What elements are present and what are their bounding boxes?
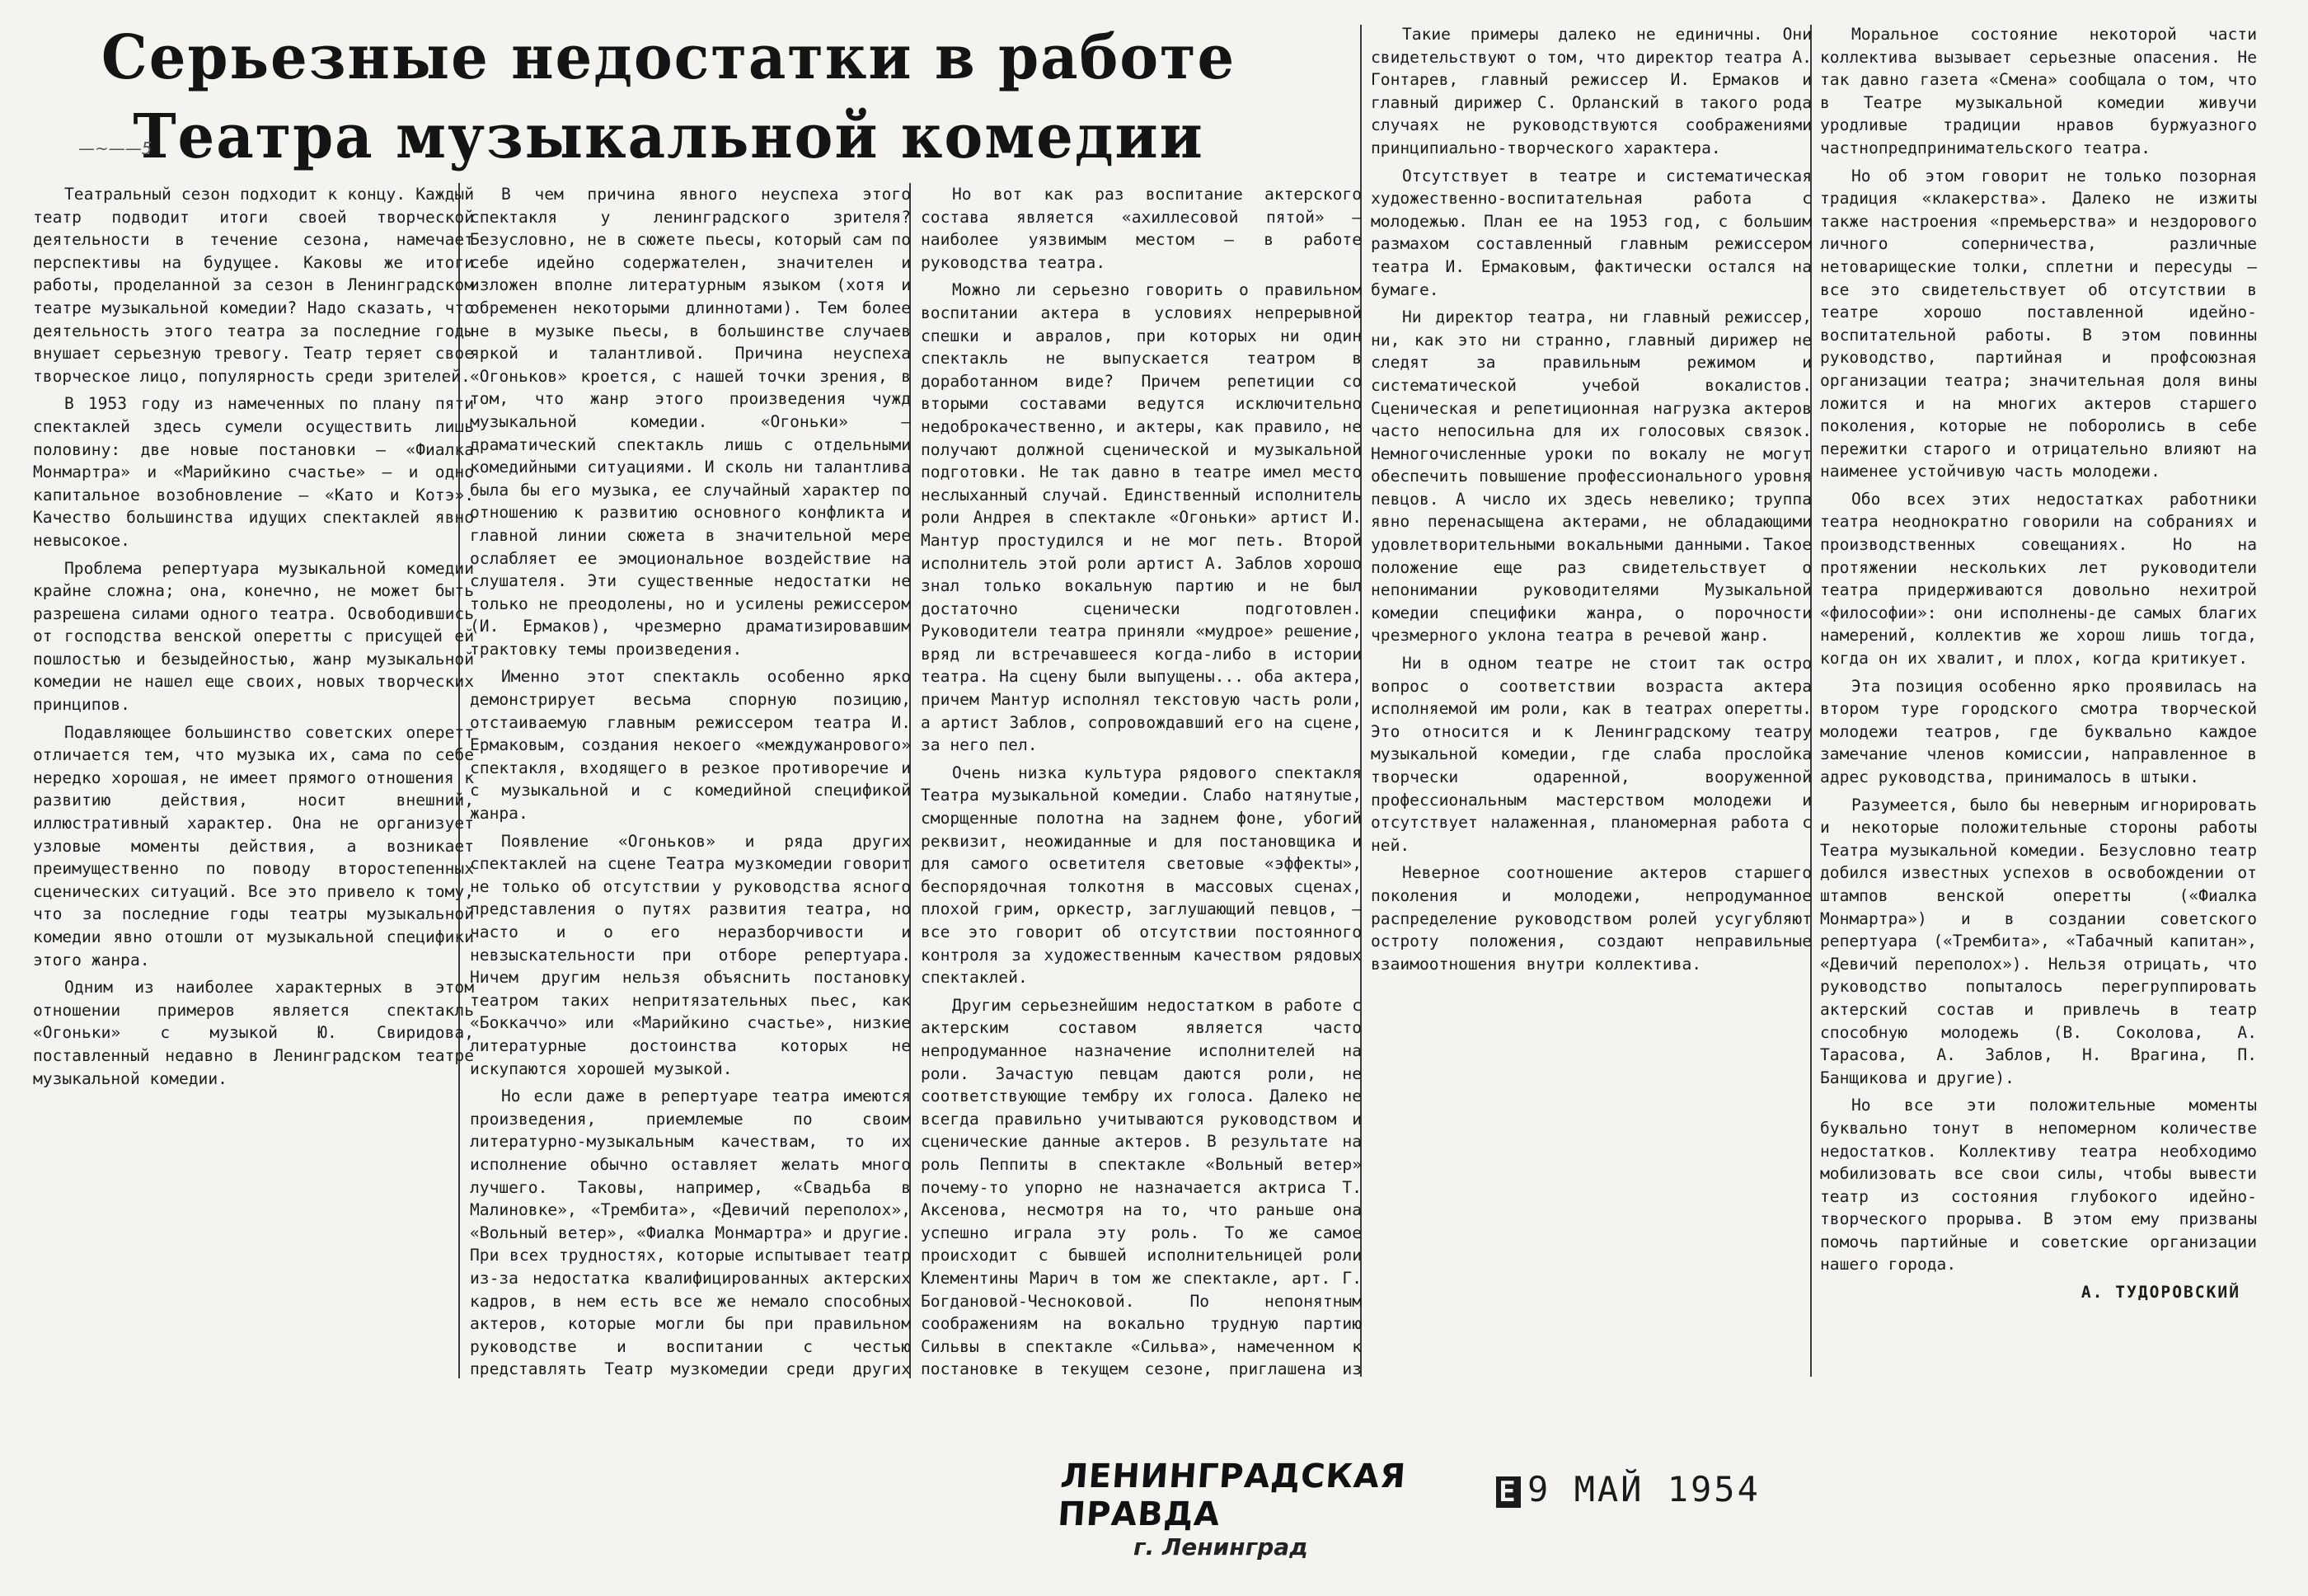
article-paragraph: Проблема репертуара музыкальной комедии крайне сложна; она, конечно, не может быть разрешена силами одного театра. Освободившись от господства венской оперетты с присущей ей пошлостью и безыдейностью, жанр музыкальной комедии не нашел еще своих, новых творческих принципов. [33, 558, 474, 715]
article-column-5 [1820, 23, 2257, 1383]
article-paragraph: Обо всех этих недостатках работники театра неоднократно говорили на собраниях и производственных совещаниях. Но на протяжении нескольких лет руководители театра придерживаются довольно нехитрой «философии»: они исполнены-де самых благих намерений, коллектив же хорош лишь тогда, когда он их хвалит, и плох, когда критикует. [1820, 489, 2257, 669]
article-paragraph: Подавляющее большинство советских оперетт отличается тем, что музыка их, сама по себе нередко хорошая, не имеет прямого отношения к развитию действия, носит внешний, иллюстративный характер. Она не организует узловые моменты действия, а возникает преимущественно по поводу второстепенных сценических ситуаций. Все это привело к тому, что за последние годы театры музыкальной комедии явно отошли от музыкальной специфики этого жанра. [33, 722, 474, 969]
article-paragraph: Эта позиция особенно ярко проявилась на втором туре городского смотра творческой молодежи театров, где буквально каждое замечание членов комиссии, направленное в адрес руководства, принималось в штыки. [1820, 676, 2257, 786]
article-paragraph: В чем причина явного неуспеха этого спектакля у ленинградского зрителя? Безусловно, не в сюжете пьесы, который сам по себе идейно содержателен, значителен и изложен вполне литературным языком (хотя и обременен некоторыми длиннотами). Тем более не в музыке пьесы, в большинстве случаев яркой и талантливой. Причина неуспеха «Огоньков» кроется, с нашей точки зрения, в том, что жанр этого произведения чужд музыкальной комедии. «Огоньки» — драматический спектакль лишь с отдельными комедийными ситуациями. И сколь ни талантлива была бы его музыка, ее случайный характер по отношению к развитию основного конфликта и главной линии сюжета в значительной мере ослабляет ее эмоциональное воздействие на слушателя. Эти существенные недостатки не только не преодолены, но и усилены режиссером (И. Ермаков), чрезмерно драматизировавшим трактовку темы произведения. [470, 185, 911, 659]
article-paragraph: Моральное состояние некоторой части коллектива вызывает серьезные опасения. Не так давно газета «Смена» сообщала о том, что в Театре музыкальной комедии живучи уродливые традиции нравов буржуазного частнопредпринимательского театра. [1820, 25, 2257, 157]
article-paragraph: Но все эти положительные моменты буквально тонут в непомерном количестве недостатков. Коллективу театра необходимо мобилизовать все свои силы, чтобы вывести театр из состояния глубокого идейно-творческого прорыва. В этом ему призваны помочь партийные и советские организации нашего города. [1820, 1096, 2257, 1274]
article-column-3 [921, 183, 1362, 1382]
article-paragraph: Театральный сезон подходит к концу. Каждый театр подводит итоги своей творческой деятельности в течение сезона, намечает перспективы на будущее. Каковы же итоги работы, проделанной за сезон в Ленинградском театре музыкальной комедии? Надо сказать, что деятельность этого театра за последние годы внушает серьезную тревогу. Театр теряет свое творческое лицо, популярность среди зрителей. [33, 185, 474, 386]
date-stamp [1496, 1469, 1761, 1519]
article-column-1 [33, 183, 474, 1382]
article-paragraph: Такие примеры далеко не единичны. Они свидетельствуют о том, что директор театра А. Гонтарев, главный режиссер И. Ермаков и главный дирижер С. Орланский в такого рода случаях не руководствуются соображениями принципиально-творческого характера. [1371, 25, 1812, 157]
article-paragraph: Ни директор театра, ни главный режиссер, ни, как это ни странно, главный дирижер не следят за правильным режимом и систематической учебой вокалистов. Сценическая и репетиционная нагрузка актеров часто непосильна для их голосовых связок. Немногочисленные уроки по вокалу не могут обеспечить повышение профессионального уровня певцов. А число их здесь невелико; труппа явно перенасыщена актерами, не обладающими удовлетворительными вокальными данными. Такое положение еще раз свидетельствует о непонимании руководителями Музыкальной комедии специфики жанра, о порочности чрезмерного уклона театра в речевой жанр. [1371, 307, 1812, 645]
article-paragraph: В 1953 году из намеченных по плану пяти спектаклей здесь сумели осуществить лишь половину: две новые постановки — «Фиалка Монмартра» и «Марийкино счастье» — и одно капитальное возобновление — «Като и Котэ». Качество большинства идущих спектаклей явно невысокое. [33, 394, 474, 550]
article-paragraph: Очень низка культура рядового спектакля Театра музыкальной комедии. Слабо натянутые, сморщенные полотна на заднем фоне, убогий реквизит, неожиданные и для постановщика и для самого осветителя световые «эффекты», беспорядочная толкотня в массовых сценах, плохой грим, оркестр, заглушающий певцов, — все это говорит об отсутствии постоянного контроля за художественным качеством рядовых спектаклей. [921, 763, 1362, 988]
article-paragraph: Разумеется, было бы неверным игнорировать и некоторые положительные стороны работы Театра музыкальной комедии. Безусловно театр добился известных успехов в освобождении от штампов венской оперетты («Фиалка Монмартра») и в создании советского репертуара («Трембита», «Табачный капитан», «Девичий переполох»). Нельзя отрицать, что руководство попыталось перегруппировать актерский состав и привлечь в театр способную молодежь (В. Соколова, А. Тарасова, А. Заблов, Н. Врагина, П. Банщикова и другие). [1820, 795, 2257, 1087]
article-headline: Серьезные недостатки в работе Театра музыкальной комедии [101, 22, 1236, 172]
article-paragraph: Но вот как раз воспитание актерского состава является «ахиллесовой пятой» — наиболее уязвимым местом — в работе руководства театра. [921, 185, 1362, 272]
article-paragraph: Одним из наиболее характерных в этом отношении примеров является спектакль «Огоньки» с музыкой Ю. Свиридова, поставленный недавно в Ленинградском театре музыкальной комедии. [33, 978, 474, 1088]
newspaper-name: ЛЕНИНГРАДСКАЯ ПРАВДА [1056, 1458, 1408, 1533]
article-paragraph: Ни в одном театре не стоит так остро вопрос о соответствии возраста актера исполняемой им роли, как в театрах оперетты. Это относится и к Ленинградскому театру музыкальной комедии, где слаба прослойка творчески одаренной, вооруженной профессиональным мастерством молодежи и отсутствует налаженная, планомерная работа с ней. [1371, 654, 1812, 855]
article-paragraph: Другим серьезнейшим недостатком в работе с актерским составом является часто непродуманное назначение исполнителей на роли. Зачастую певцам даются роли, не соответствующие тембру их голоса. Далеко не всегда правильно учитываются руководством и сценические данные актеров. В результате на роль Пеппиты в спектакле «Вольный ветер» почему-то упорно не назначается актриса Т. Аксенова, несмотря на то, что раньше она успешно играла эту роль. То же самое происходит с бывшей исполнительницей роли Клементины Марич в том же спектакле, арт. Г. Богдановой-Чесноковой. По непонятным соображениям на вокально трудную партию Сильвы в спектакле «Сильва», намеченном к постановке в текущем сезоне, приглашена из [921, 995, 1362, 1379]
article-paragraph: Можно ли серьезно говорить о правильном воспитании актера в условиях непрерывной спешки и авралов, при которых ни один спектакль не выпускается театром в доработанном виде? Причем репетиции со вторыми составами ведутся исключительно недоброкачественно, и актеры, как правило, не получают должной сценической и музыкальной подготовки. Не так давно в театре имел место неслыханный случай. Единственный исполнитель роли Андрея в спектакле «Огоньки» артист И. Мантур простудился и не мог петь. Второй исполнитель этой роли артист А. Заблов хорошо знал только вокальную партию и не был достаточно сценически подготовлен. Руководители театра приняли «мудрое» решение, вряд ли встречавшееся когда-либо в истории театра. На сцену были выпущены... оба актера, причем Мантур исполнял текстовую часть роли, а артист Заблов, сопровождавший его на сцене, за него пел. [921, 280, 1362, 755]
article-paragraph: Но об этом говорит не только позорная традиция «клакерства». Далеко не изжиты также настроения «премьерства» и нездорового личного соперничества, различные нетоварищеские толки, сплетни и пересуды — все это свидетельствует об отсутствии в театре хорошо поставленной идейно-воспитательной работы. В этом повинны руководство, партийная и профсоюзная организации театра; значительная доля вины ложится и на многих актеров старшего поколения, которые не поборолись в себе пережитки старого и отрицательно влияют на наименее устойчивую часть молодежи. [1820, 166, 2257, 481]
article-column-2 [470, 183, 911, 1382]
newspaper-stamp [1056, 1458, 1408, 1561]
article-paragraph: Неверное соотношение актеров старшего поколения и молодежи, непродуманное распределение руководством ролей усугубляют остроту положения, создают неправильные взаимоотношения внутри коллектива. [1371, 863, 1812, 974]
article-paragraph: Именно этот спектакль особенно ярко демонстрирует весьма спорную позицию, отстаиваемую главным режиссером театра И. Ермаковым, создания некоего «междужанрового» спектакля, входящего в резкое противоречие и с музыкальной и с комедийной спецификой жанра. [470, 667, 911, 824]
stamp-date: 9 МАЙ 1954 [1527, 1469, 1761, 1509]
edition-mark: Е [1496, 1476, 1521, 1508]
article-paragraph: Появление «Огоньков» и ряда других спектаклей на сцене Театра музкомедии говорит не только об отсутствии у руководства ясного представления о путях развития театра, но часто и о его неразборчивости и невзыскательности при отборе репертуара. Ничем другим нельзя объяснить постановку театром таких непритязательных пьес, как «Боккаччо» или «Марийкино счастье», низкие литературные достоинства которых не искупаются хорошей музыкой. [470, 831, 911, 1078]
handwritten-mark: —~——5 [78, 138, 152, 158]
article-column-4 [1371, 23, 1812, 1375]
article-paragraph: Но если даже в репертуаре театра имеются произведения, приемлемые по своим литературно-музыкальным качествам, то их исполнение обычно оставляет желать много лучшего. Таковы, например, «Свадьба в Малиновке», «Трембита», «Девичий переполох», «Вольный ветер», «Фиалка Монмартра» и другие. При всех трудностях, которые испытывает театр из-за недостатка квалифицированных актерских кадров, в нем есть все же немало способных актеров, которые могли бы при правильном руководстве и воспитании с честью представлять Театр музкомедии среди других [470, 1087, 911, 1379]
article-author: А. ТУДОРОВСКИЙ [2080, 1283, 2240, 1303]
newspaper-city: г. Ленинград [1133, 1533, 1308, 1561]
article-paragraph: Отсутствует в театре и систематическая художественно-воспитательная работа с молодежью. План ее на 1953 год, с большим размахом составленный главным режиссером театра И. Ермаковым, фактически остался на бумаге. [1371, 166, 1812, 299]
